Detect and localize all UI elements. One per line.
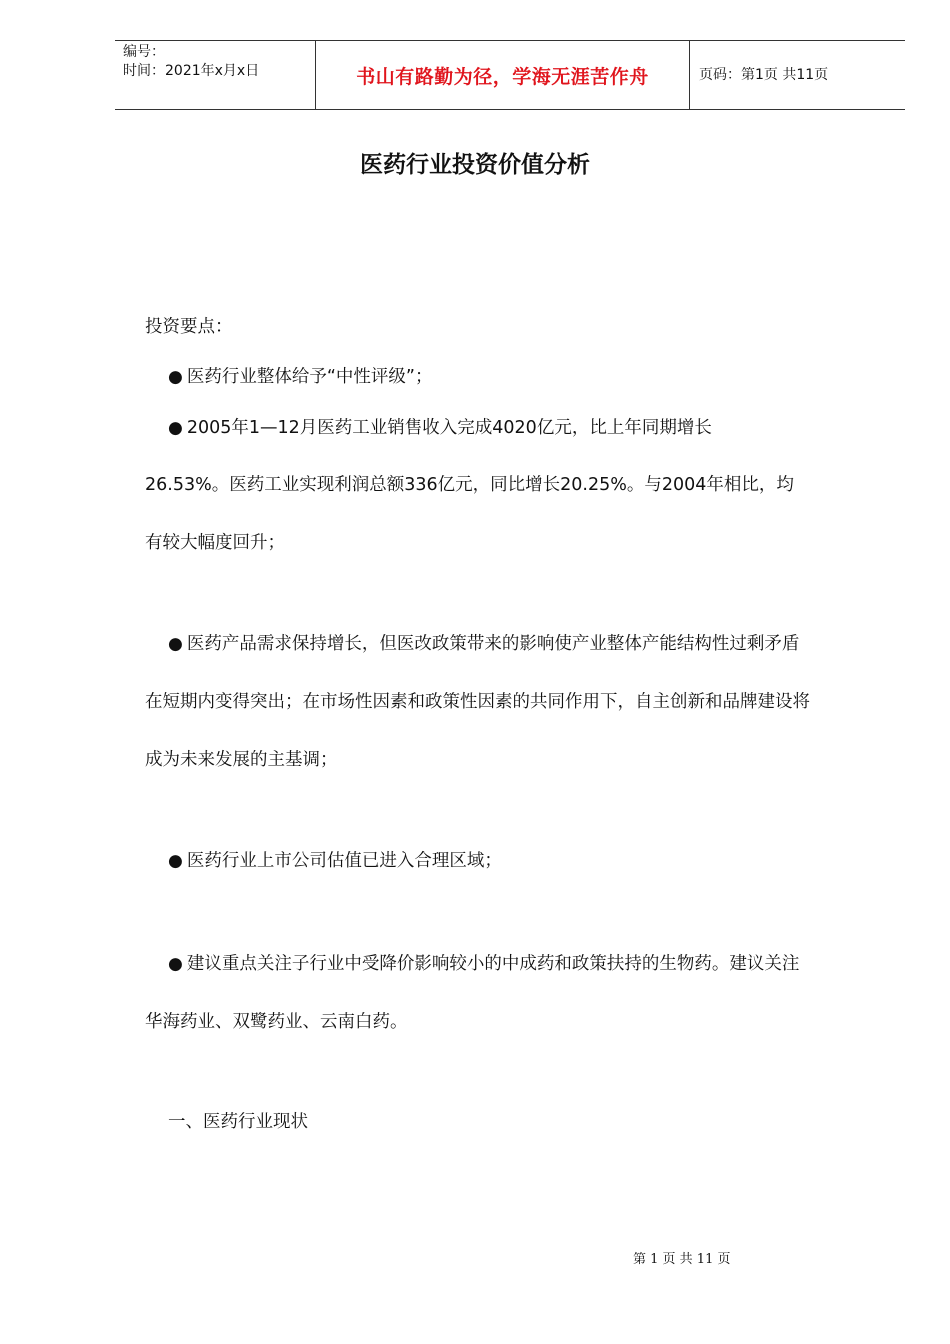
document-time-label: 时间：2021年x月x日 (123, 63, 260, 79)
bullet-icon: ● (168, 851, 183, 871)
bullet-paragraph-2 (168, 414, 712, 439)
paragraph-2-line-3: 有较大幅度回升； (145, 533, 285, 553)
header-motto-cell (316, 41, 690, 109)
bullet-icon: ● (168, 634, 183, 654)
page-header (115, 40, 905, 110)
paragraph-text: 医药行业上市公司估值已进入合理区域； (186, 851, 502, 871)
bullet-icon: ● (168, 418, 183, 438)
document-title: 医药行业投资价值分析 (360, 152, 590, 178)
bullet-paragraph-4 (168, 847, 502, 872)
bullet-icon: ● (168, 367, 183, 387)
header-motto: 书山有路勤为径，学海无涯苦作舟 (356, 65, 649, 88)
page-footer: 第 1 页 共 11 页 (633, 1252, 731, 1267)
paragraph-3-line-3: 成为未来发展的主基调； (145, 750, 338, 770)
bullet-paragraph-5 (168, 950, 799, 975)
paragraph-text: 医药产品需求保持增长，但医改政策带来的影响使产业整体产能结构性过剩矛盾 (186, 634, 800, 654)
section-heading-1: 一、医药行业现状 (168, 1112, 308, 1132)
paragraph-3-line-2: 在短期内变得突出；在市场性因素和政策性因素的共同作用下，自主创新和品牌建设将 (145, 692, 810, 712)
bullet-paragraph-1 (168, 363, 432, 388)
bullet-icon: ● (168, 954, 183, 974)
paragraph-text: 建议重点关注子行业中受降价影响较小的中成药和政策扶持的生物药。建议关注 (186, 954, 800, 974)
document-number-label: 编号： (123, 44, 165, 60)
intro-heading: 投资要点： (145, 317, 233, 337)
header-page-info: 页码：第1页 共11页 (699, 66, 829, 83)
paragraph-text: 2005年1—12月医药工业销售收入完成4020亿元，比上年同期增长 (186, 418, 712, 438)
bullet-paragraph-3 (168, 630, 799, 655)
paragraph-2-line-2: 26.53%。医药工业实现利润总额336亿元，同比增长20.25%。与2004年相比，均 (145, 475, 794, 495)
paragraph-5-line-2: 华海药业、双鹭药业、云南白药。 (145, 1012, 408, 1032)
header-left-cell (115, 41, 316, 109)
header-page-cell (690, 41, 905, 109)
paragraph-text: 医药行业整体给予“中性评级”； (186, 367, 433, 387)
